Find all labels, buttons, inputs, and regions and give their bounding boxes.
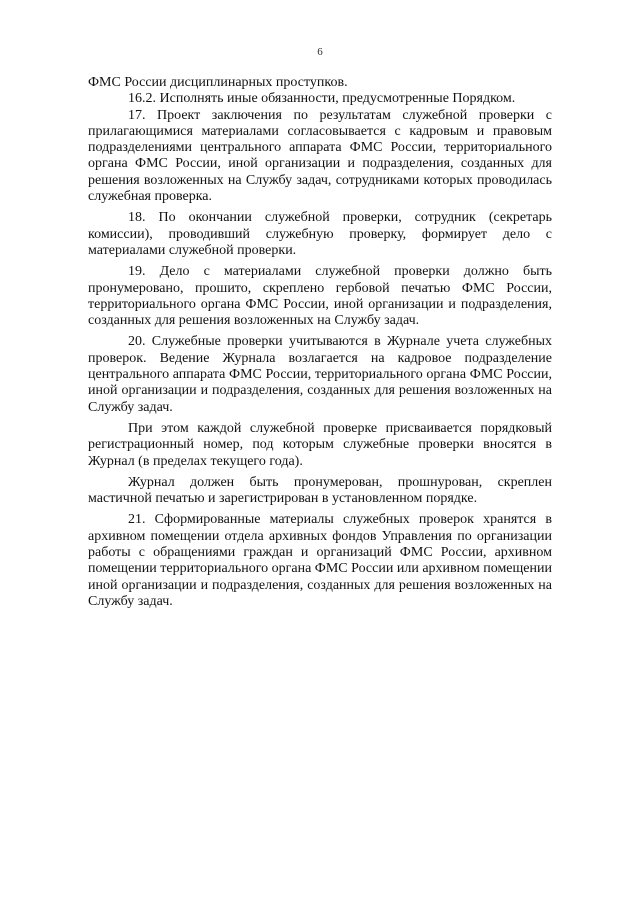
paragraph-20: 20. Служебные проверки учитываются в Журнале учета служебных проверок. Ведение Журнала возлагается на кадровое подразделение центрального аппарата ФМС России, территориального органа ФМС России, иной организации и подразделения, созданных для решения возложенных на Службу задач. bbox=[88, 334, 552, 415]
paragraph-16-2: 16.2. Исполнять иные обязанности, предусмотренные Порядком. bbox=[128, 91, 516, 107]
paragraph-18: 18. По окончании служебной проверки, сотрудник (секретарь комиссии), проводивший служебную проверку, формирует дело с материалами служебной проверки. bbox=[88, 210, 552, 258]
document-body bbox=[88, 75, 552, 615]
page-number: 6 bbox=[317, 46, 323, 58]
paragraph-19: 19. Дело с материалами служебной проверки должно быть пронумеровано, прошито, скреплено гербовой печатью ФМС России, территориального органа ФМС России, иной организации и подразделения, созданных для решения возложенных на Службу задач. bbox=[88, 264, 552, 329]
paragraph-continuation: ФМС России дисциплинарных проступков. bbox=[88, 75, 348, 90]
paragraph-journal: Журнал должен быть пронумерован, прошнурован, скреплен мастичной печатью и зарегистрирован в установленном порядке. bbox=[88, 474, 552, 507]
paragraph-registration: При этом каждой служебной проверке присваивается порядковый регистрационный номер, под которым служебные проверки вносятся в Журнал (в пределах текущего года). bbox=[88, 420, 552, 469]
paragraph-21: 21. Сформированные материалы служебных проверок хранятся в архивном помещении отдела архивных фондов Управления по организации работы с обращениями граждан и организаций ФМС России, архивном помещении территориального органа ФМС России или архивном помещении иной организации и подразделения, созданных для решения возложенных на Службу задач. bbox=[88, 512, 552, 609]
paragraph-17: 17. Проект заключения по результатам служебной проверки с прилагающимися материалами согласовывается с кадровым и правовым подразделениями центрального аппарата ФМС России, территориального органа ФМС России, иной организации и подразделения, созданных для решения возложенных на Службу задач, сотрудниками которых проводилась служебная проверка. bbox=[88, 107, 552, 205]
